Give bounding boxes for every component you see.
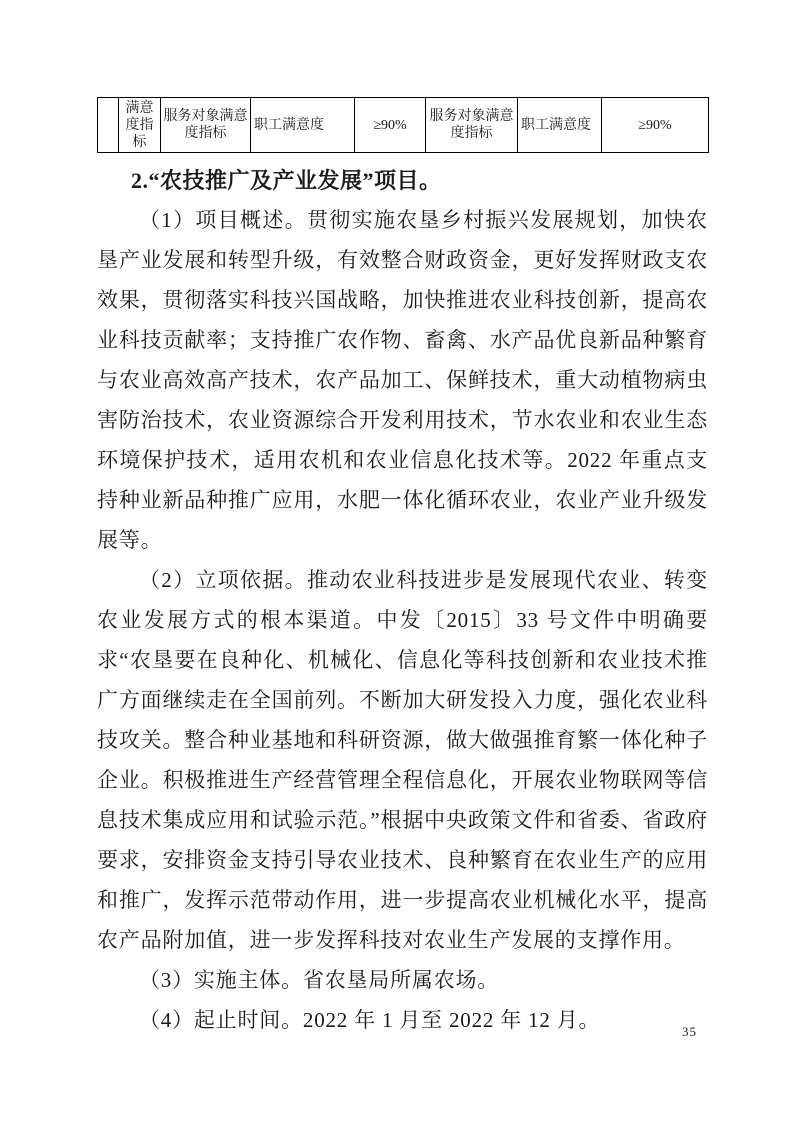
paragraph-time-period: （4）起止时间。2022 年 1 月至 2022 年 12 月。 — [139, 1008, 601, 1032]
body-text — [97, 200, 708, 1040]
table-cell-satisfaction-indicator: 满意度指标 — [119, 98, 161, 153]
section-heading: 2.“农技推广及产业发展”项目。 — [131, 168, 442, 193]
table-cell-staff-satisfaction: 职工满意度 — [251, 98, 355, 153]
table-cell-service-target-satisfaction: 服务对象满意度指标 — [161, 98, 251, 153]
table-cell-target-value-2: ≥90% — [602, 98, 709, 153]
page-number: 35 — [682, 1024, 697, 1039]
paragraph-implementing-body: （3）实施主体。省农垦局所属农场。 — [139, 968, 500, 992]
paragraph-project-basis: （2）立项依据。推动农业科技进步是发展现代农业、转变农业发展方式的根本渠道。中发〔2015〕33 号文件中明确要求“农垦要在良种化、机械化、信息化等科技创新和农业技术推广方面继续走在全国前列。不断加大研发投入力度，强化农业科技攻关。整合种业基地和科研资源，做大做强推育繁一体化种子企业。积极推进生产经营管理全程信息化，开展农业物联网等信息技术集成应用和试验示范。”根据中央政策文件和省委、省政府要求，安排资金支持引导农业技术、良种繁育在农业生产的应用和推广，发挥示范带动作用，进一步提高农业机械化水平，提高农产品附加值，进一步发挥科技对农业生产发展的支撑作用。 — [97, 568, 708, 952]
table-cell-staff-satisfaction-2: 职工满意度 — [518, 98, 602, 153]
table-cell-service-target-satisfaction-2: 服务对象满意度指标 — [426, 98, 518, 153]
table-cell-empty — [98, 98, 119, 153]
paragraph-project-overview: （1）项目概述。贯彻实施农垦乡村振兴发展规划，加快农垦产业发展和转型升级，有效整合财政资金，更好发挥财政支农效果，贯彻落实科技兴国战略，加快推进农业科技创新，提高农业科技贡献率；支持推广农作物、畜禽、水产品优良新品种繁育与农业高效高产技术，农产品加工、保鲜技术，重大动植物病虫害防治技术，农业资源综合开发利用技术，节水农业和农业生态环境保护技术，适用农机和农业信息化技术等。2022 年重点支持种业新品种推广应用，水肥一体化循环农业，农业产业升级发展等。 — [97, 208, 708, 552]
table-cell-target-value: ≥90% — [355, 98, 426, 153]
table-row — [98, 98, 709, 153]
indicator-table — [97, 97, 709, 153]
